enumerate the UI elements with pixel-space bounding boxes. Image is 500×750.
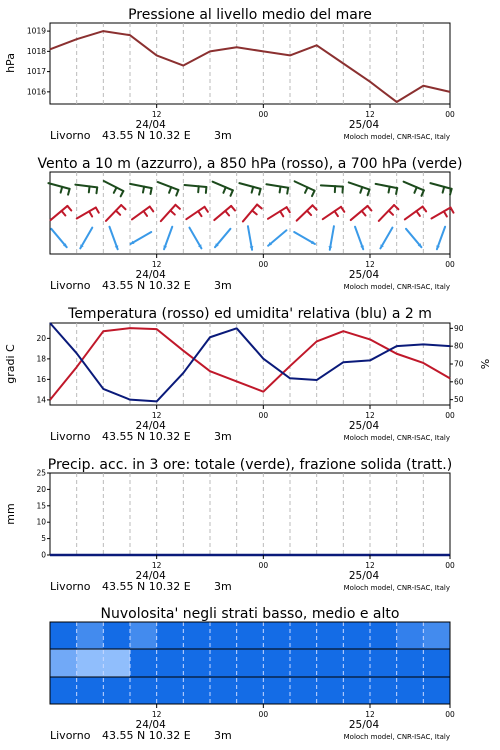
panel-wind — [37, 156, 462, 292]
cloud-cell — [317, 622, 344, 649]
wind-barb — [406, 229, 421, 247]
x-tick-label: 12 — [365, 110, 375, 119]
cloud-cell — [370, 649, 397, 677]
cloud-cell — [77, 649, 104, 677]
location-name: Livorno — [50, 279, 91, 292]
wind-barb-feather — [144, 211, 148, 216]
wind-barb-feather — [151, 188, 152, 194]
wind-barb — [130, 184, 152, 188]
pressure-title: Pressione al livello medio del mare — [128, 7, 372, 23]
y-tick-label: 1017 — [26, 67, 46, 77]
wind-barb — [109, 227, 117, 250]
y2-tick-label: 60 — [454, 377, 464, 387]
x-tick-label: 12 — [151, 710, 162, 719]
y-tick-label: 20 — [36, 484, 46, 494]
y2-tick-label: 80 — [454, 341, 464, 351]
wind-barb — [430, 183, 451, 189]
location-coords: 43.55 N 10.32 E — [102, 279, 191, 292]
x-tick-label: 12 — [365, 710, 375, 719]
x-tick-label: 00 — [258, 561, 269, 570]
wind-barb-feather — [176, 190, 178, 196]
location-elevation: 3m — [214, 129, 232, 142]
location-coords: 43.55 N 10.32 E — [102, 729, 191, 742]
wind-barb-feather — [389, 211, 393, 215]
y-tick-label: 0 — [41, 550, 46, 560]
y2-tick-label: 90 — [454, 323, 464, 333]
cloud-cell — [370, 677, 397, 704]
location-coords: 43.55 N 10.32 E — [102, 129, 191, 142]
pressure-line — [50, 31, 450, 102]
date-label: 25/04 — [348, 570, 380, 582]
wind-barb — [164, 227, 172, 250]
wind-barb-feather — [396, 188, 397, 194]
wind-barb-feather — [259, 189, 261, 195]
cloud-cell — [210, 649, 237, 677]
y-tick-label: 18 — [36, 354, 46, 364]
wind-barb-feather — [116, 211, 120, 215]
date-label: 25/04 — [348, 119, 380, 131]
location-coords: 43.55 N 10.32 E — [102, 580, 191, 593]
wind-barb — [323, 207, 341, 219]
wind-barb-feather — [335, 211, 338, 216]
wind-barb-feather — [121, 205, 125, 209]
wind-barb-feather — [121, 191, 124, 196]
y-tick-label: 1016 — [26, 87, 46, 97]
x-tick-label: 12 — [151, 561, 162, 570]
wind-barb-feather — [389, 187, 390, 193]
wind-barb-feather — [61, 187, 63, 193]
date-label: 25/04 — [348, 269, 380, 281]
cloud-cell — [370, 622, 397, 649]
wind-barb-feather — [68, 189, 70, 195]
precip-title: Precip. acc. in 3 ore: totale (verde), frazione solida (tratt.) — [47, 457, 453, 473]
cloud-cell — [237, 649, 264, 677]
wind-barb — [330, 226, 334, 250]
cloud-cell — [343, 677, 370, 704]
cloud-cell — [157, 649, 184, 677]
cloud-cell — [183, 649, 210, 677]
cloud-cell — [423, 677, 450, 704]
date-label: 25/04 — [348, 719, 380, 731]
cloud-cell — [183, 622, 210, 649]
wind-barb — [355, 227, 363, 250]
location-name: Livorno — [50, 729, 91, 742]
wind-barb-feather — [416, 211, 420, 216]
wind-barb-feather — [252, 210, 257, 214]
cloud-title: Nuvolosita' negli strati basso, medio e alto — [100, 606, 400, 622]
y-tick-label: 25 — [36, 468, 46, 478]
panel-temp-rh — [4, 306, 492, 443]
wind-barb-feather — [205, 207, 208, 212]
wind-barb-feather — [312, 191, 315, 196]
x-tick-label: 00 — [258, 260, 269, 269]
panel-pressure — [4, 7, 455, 142]
wind-barb — [158, 182, 179, 190]
x-tick-label: 12 — [365, 411, 375, 420]
x-tick-label: 12 — [365, 561, 375, 570]
cloud-cell — [237, 622, 264, 649]
wind-barb-feather — [360, 187, 362, 193]
wind-barb — [266, 184, 288, 187]
y-tick-label: 14 — [36, 395, 46, 405]
date-label: 24/04 — [135, 719, 166, 731]
wind-barb — [186, 207, 204, 219]
wind-barb — [321, 185, 343, 186]
location-name: Livorno — [50, 129, 91, 142]
wind-barb-feather — [198, 211, 201, 216]
wind-barb-feather — [230, 190, 232, 196]
date-label: 24/04 — [135, 269, 166, 281]
x-tick-label: 00 — [445, 411, 455, 420]
x-tick-label: 00 — [445, 110, 455, 119]
x-tick-label: 00 — [445, 710, 455, 719]
cloud-cell — [130, 677, 157, 704]
cloud-cell — [210, 622, 237, 649]
temp-ylabel: gradi C — [4, 344, 17, 384]
precip-ylabel: mm — [4, 503, 17, 525]
cloud-cell — [50, 677, 77, 704]
wind-barb — [132, 207, 150, 220]
wind-barb — [349, 182, 370, 189]
temperature-line — [50, 328, 450, 400]
y-tick-label: 10 — [36, 517, 46, 527]
location-name: Livorno — [50, 580, 91, 593]
y-tick-label: 16 — [36, 374, 46, 384]
cloud-cell — [103, 622, 130, 649]
wind-barb — [376, 184, 398, 188]
x-tick-label: 12 — [151, 260, 162, 269]
cloud-cell — [183, 677, 210, 704]
wind-barb-feather — [170, 211, 174, 215]
date-label: 24/04 — [135, 119, 166, 131]
location-elevation: 3m — [214, 430, 232, 443]
wind-barb-feather — [96, 187, 97, 193]
location-elevation: 3m — [214, 729, 232, 742]
wind-barb — [75, 185, 97, 188]
wind-barb-feather — [305, 187, 308, 192]
x-tick-label: 00 — [258, 110, 269, 119]
wind-barb — [130, 232, 151, 244]
pressure-ylabel: hPa — [4, 53, 17, 73]
x-tick-label: 00 — [445, 561, 455, 570]
wind-barb-feather — [143, 187, 144, 193]
x-tick-label: 00 — [258, 710, 269, 719]
wind-barb-feather — [198, 186, 199, 192]
wind-barb-feather — [252, 187, 254, 193]
wind-barb-feather — [443, 187, 445, 193]
wind-barb-feather — [287, 188, 288, 194]
cloud-cell — [263, 677, 290, 704]
location-elevation: 3m — [214, 580, 232, 593]
wind-barb-feather — [89, 211, 92, 216]
date-label: 24/04 — [135, 420, 166, 432]
wind-barb-feather — [451, 208, 454, 213]
model-credit: Moloch model, CNR-ISAC, Italy — [343, 434, 450, 442]
location-elevation: 3m — [214, 279, 232, 292]
cloud-cell — [210, 677, 237, 704]
wind-barb-feather — [176, 205, 180, 209]
wind-barb-feather — [368, 190, 370, 196]
precip-frame — [50, 473, 450, 555]
wind-barb — [51, 206, 68, 220]
temp-title: Temperatura (rosso) ed umidita' relativa (blu) a 2 m — [68, 306, 432, 322]
wind-barb — [404, 182, 424, 191]
model-credit: Moloch model, CNR-ISAC, Italy — [343, 584, 450, 592]
cloud-cell — [317, 677, 344, 704]
date-label: 24/04 — [135, 570, 166, 582]
wind-barb — [189, 228, 201, 249]
cloud-cell — [263, 649, 290, 677]
wind-barb-feather — [287, 207, 290, 212]
wind-title: Vento a 10 m (azzurro), a 850 hPa (rosso), a 700 hPa (verde) — [37, 156, 463, 172]
wind-barb — [214, 206, 231, 220]
cloud-cell — [290, 677, 317, 704]
wind-barb-feather — [307, 211, 311, 215]
model-credit: Moloch model, CNR-ISAC, Italy — [343, 283, 450, 291]
y-tick-label: 1018 — [26, 46, 46, 56]
wind-barb — [248, 226, 252, 250]
cloud-cell — [343, 649, 370, 677]
wind-barb-feather — [169, 187, 171, 193]
wind-barb-feather — [225, 211, 229, 216]
wind-barb-feather — [414, 187, 416, 193]
cloud-cell — [157, 677, 184, 704]
wind-barb — [213, 182, 233, 191]
humidity-line — [50, 323, 450, 401]
rh-ylabel: % — [479, 358, 492, 370]
cloud-cell — [423, 622, 450, 649]
wind-barb — [405, 207, 423, 220]
wind-barb-feather — [206, 187, 207, 193]
cloud-cell — [397, 622, 424, 649]
wind-barb — [104, 181, 124, 191]
wind-barb-feather — [150, 207, 154, 212]
y2-tick-label: 50 — [454, 395, 464, 405]
cloud-cell — [77, 622, 104, 649]
x-tick-label: 00 — [258, 411, 269, 420]
wind-barb — [294, 232, 315, 244]
wind-barb — [80, 228, 92, 249]
x-tick-label: 00 — [445, 260, 455, 269]
location-coords: 43.55 N 10.32 E — [102, 430, 191, 443]
pressure-frame — [50, 23, 450, 104]
wind-barb — [184, 185, 206, 187]
x-tick-label: 12 — [151, 411, 162, 420]
y-tick-label: 1019 — [26, 26, 46, 36]
cloud-cell — [397, 649, 424, 677]
cloud-cell — [263, 622, 290, 649]
wind-barb — [239, 183, 260, 189]
model-credit: Moloch model, CNR-ISAC, Italy — [343, 733, 450, 741]
panel-precip — [4, 457, 455, 593]
wind-barb — [268, 230, 286, 245]
wind-barb-feather — [62, 211, 66, 216]
cloud-cell — [130, 622, 157, 649]
wind-barb-feather — [362, 211, 366, 216]
cloud-cell — [317, 649, 344, 677]
wind-barb-feather — [368, 206, 372, 211]
wind-barb — [351, 206, 368, 220]
cloud-cell — [157, 622, 184, 649]
wind-barb-feather — [114, 187, 117, 192]
cloud-cell — [343, 622, 370, 649]
cloud-cell — [103, 649, 130, 677]
y2-tick-label: 70 — [454, 359, 464, 369]
wind-barb — [295, 181, 315, 190]
wind-barb — [48, 183, 69, 189]
y-tick-label: 15 — [36, 501, 46, 511]
wind-barb — [437, 227, 445, 250]
wind-barb-feather — [223, 187, 225, 193]
cloud-cell — [423, 649, 450, 677]
cloud-cell — [50, 622, 77, 649]
wind-barb — [215, 229, 230, 247]
y-tick-label: 20 — [36, 333, 46, 343]
cloud-cell — [397, 677, 424, 704]
wind-barb-feather — [67, 206, 71, 211]
wind-barb-feather — [312, 205, 316, 209]
date-label: 25/04 — [348, 420, 380, 432]
wind-barb — [380, 228, 392, 249]
cloud-cell — [130, 649, 157, 677]
wind-barb — [51, 229, 66, 247]
cloud-cell — [50, 649, 77, 677]
wind-barb-feather — [444, 211, 447, 216]
model-credit: Moloch model, CNR-ISAC, Italy — [343, 133, 450, 141]
cloud-cell — [77, 677, 104, 704]
x-tick-label: 12 — [151, 110, 162, 119]
wind-barb-feather — [231, 206, 235, 211]
wind-barb-feather — [280, 187, 281, 193]
cloud-cell — [290, 649, 317, 677]
wind-barb-feather — [280, 211, 283, 216]
wind-barb-feather — [89, 186, 90, 192]
wind-barb-feather — [257, 205, 262, 209]
y-tick-label: 5 — [41, 534, 46, 544]
cloud-cell — [237, 677, 264, 704]
cloud-cell — [290, 622, 317, 649]
location-name: Livorno — [50, 430, 91, 443]
wind-barb-feather — [96, 208, 99, 213]
panel-cloud — [50, 606, 455, 742]
cloud-cell — [103, 677, 130, 704]
x-tick-label: 12 — [365, 260, 375, 269]
